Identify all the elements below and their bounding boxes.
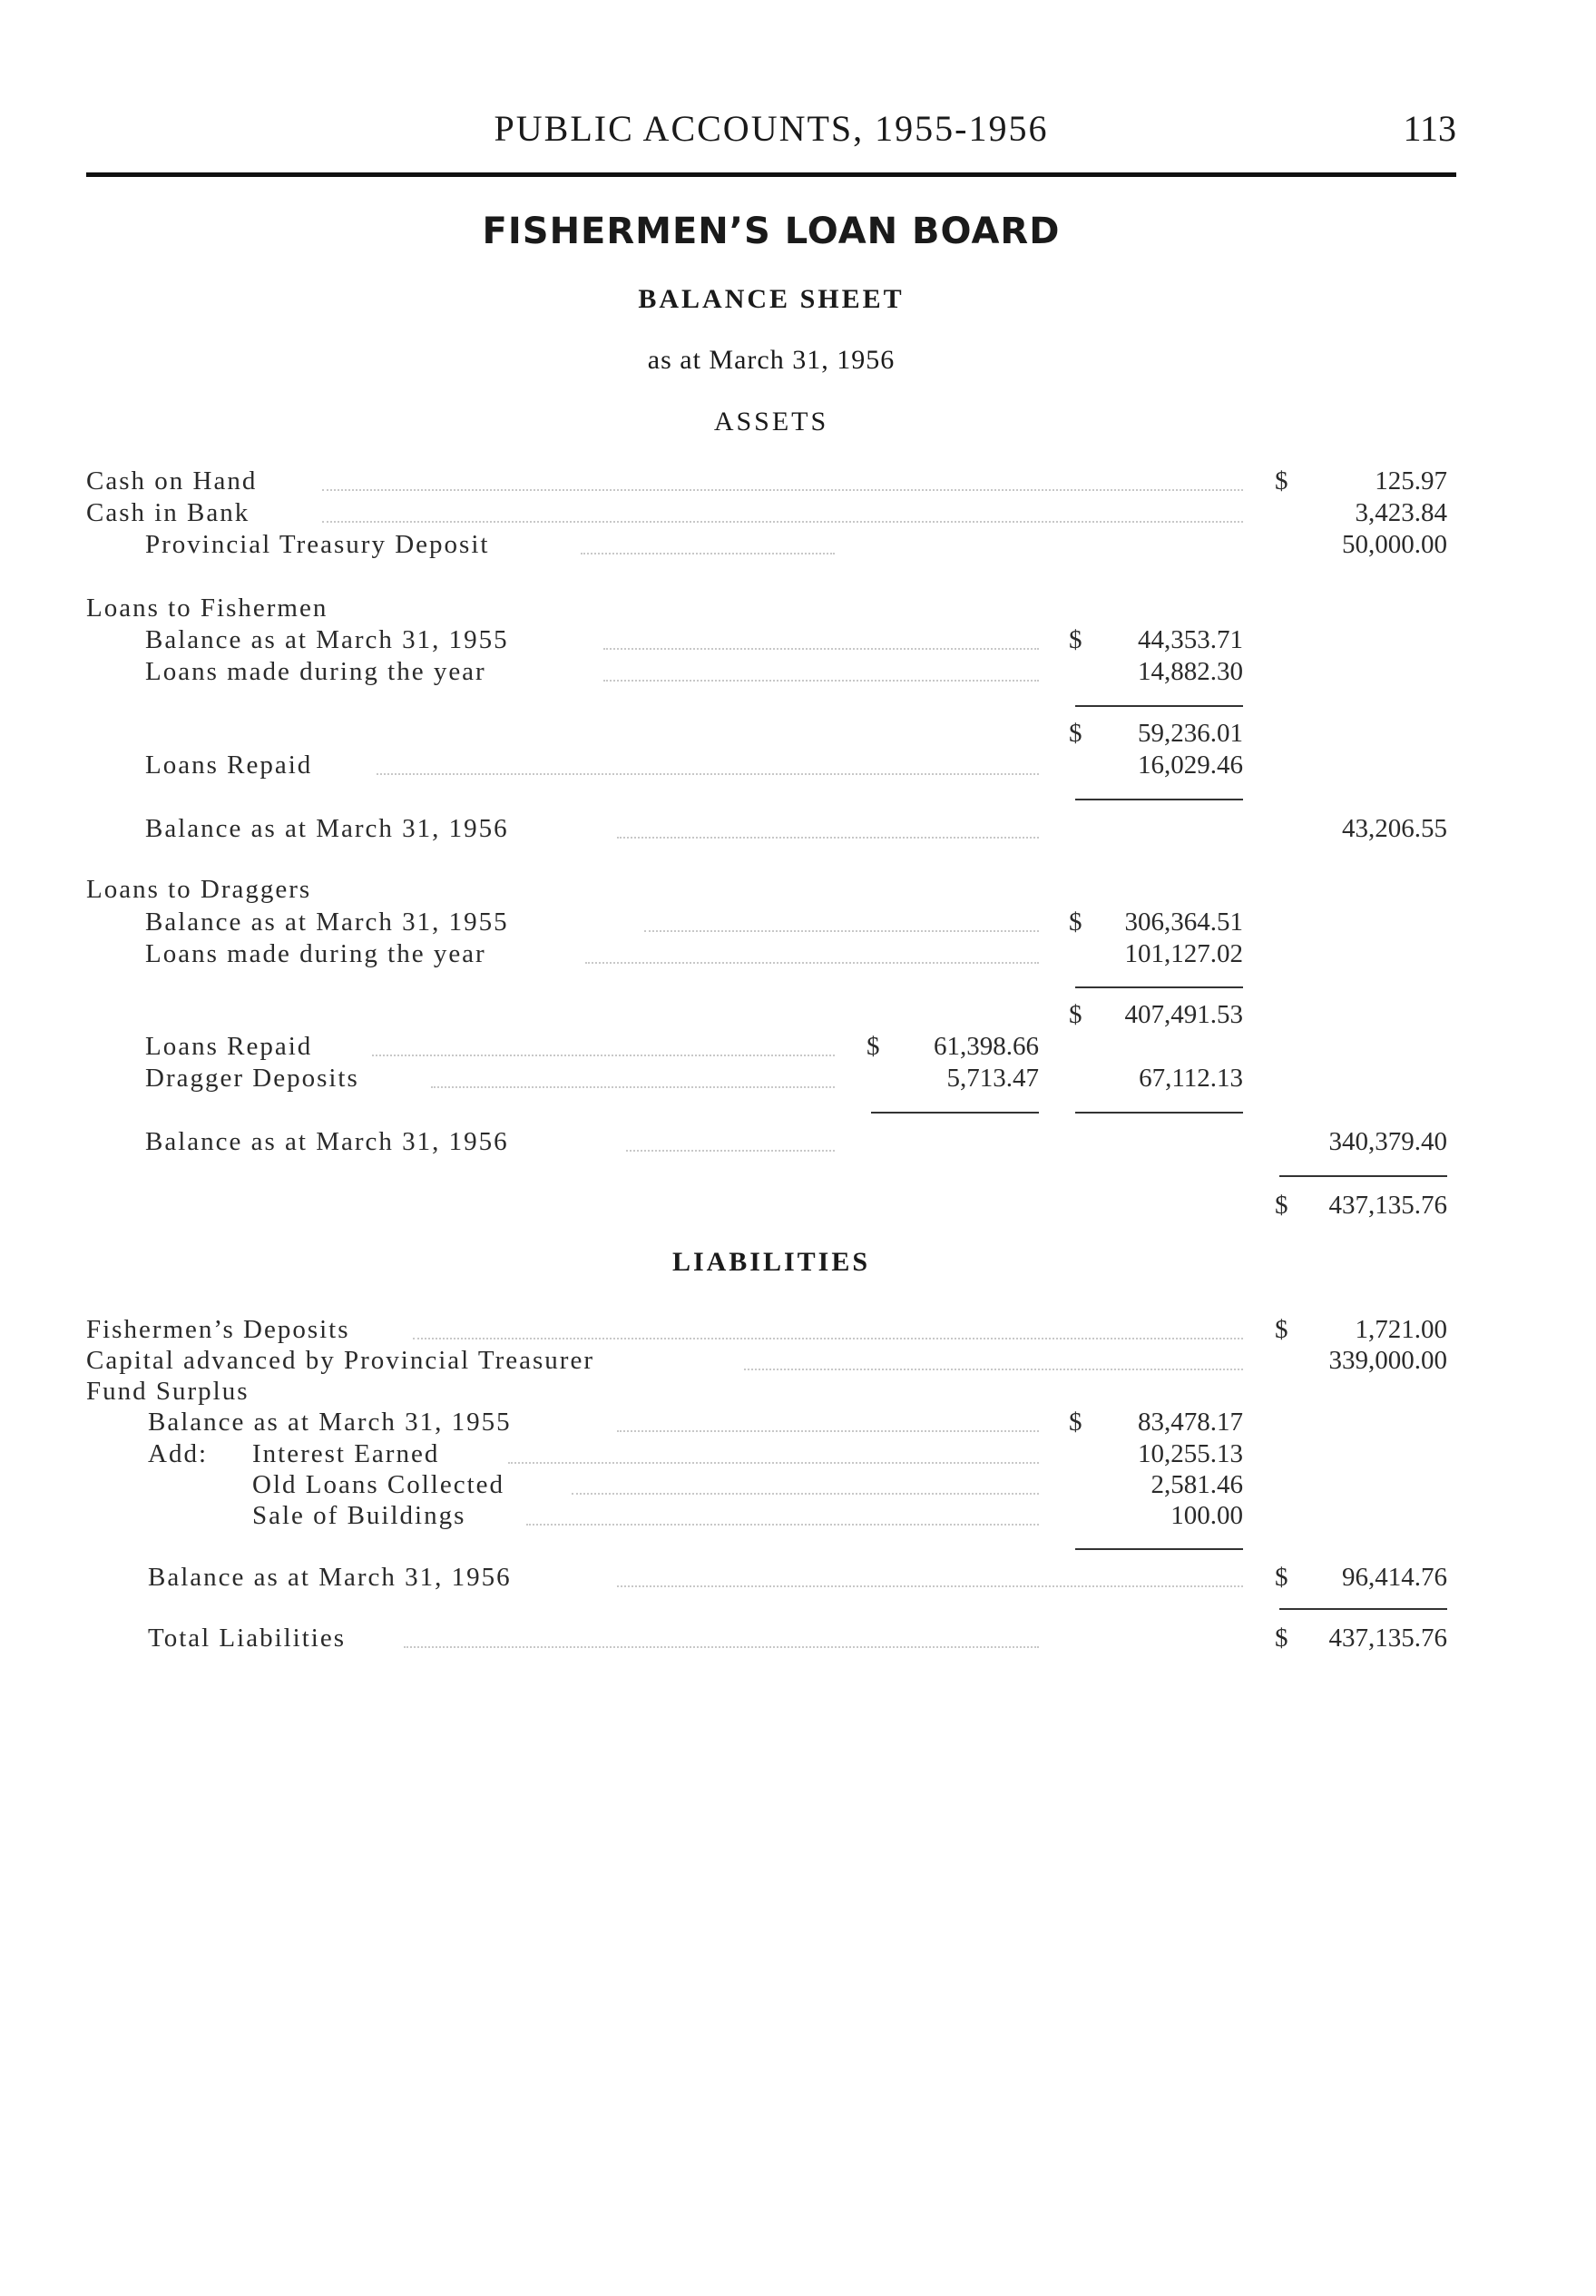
leader-dots: [603, 680, 1039, 682]
line-label: Balance as at March 31, 1955: [148, 1408, 512, 1437]
row-capital-advanced: [0, 1344, 1596, 1377]
line-label: Provincial Treasury Deposit: [145, 530, 490, 559]
currency-symbol: $: [1275, 466, 1288, 496]
amount: 339,000.00: [1328, 1346, 1447, 1375]
amount: 16,029.46: [1138, 751, 1243, 780]
amount: 1,721.00: [1355, 1315, 1447, 1344]
row-fishermen-balance-1956: [0, 812, 1596, 845]
amount: 10,255.13: [1138, 1439, 1243, 1468]
amount: 43,206.55: [1342, 814, 1447, 843]
leader-dots: [617, 1585, 1243, 1587]
row-fishermen-deposits: [0, 1313, 1596, 1346]
page-number: 113: [1403, 108, 1456, 149]
running-title: PUBLIC ACCOUNTS, 1955-1956: [494, 108, 1049, 149]
leader-dots: [744, 1369, 1243, 1370]
row-fishermen-heading: [0, 592, 1596, 624]
row-draggers-loans-made: [0, 937, 1596, 970]
sheet-date: as at March 31, 1956: [647, 345, 896, 375]
row-draggers-loans-repaid: [0, 1030, 1596, 1063]
row-fishermen-subtotal: [0, 717, 1596, 750]
row-draggers-balance-1955: [0, 906, 1596, 938]
leader-dots: [431, 1086, 835, 1088]
assets-heading: ASSETS: [713, 407, 829, 437]
leader-dots: [585, 962, 1039, 964]
row-draggers-balance-1956: [0, 1125, 1596, 1158]
row-total-liabilities: [0, 1622, 1596, 1654]
line-label: Loans Repaid: [145, 1032, 313, 1061]
amount: 407,491.53: [1124, 1000, 1243, 1029]
amount: 14,882.30: [1138, 657, 1243, 686]
row-dragger-deposits: [0, 1062, 1596, 1094]
header-rule: [86, 172, 1456, 177]
amount: 83,478.17: [1138, 1408, 1243, 1437]
amount: 2,581.46: [1150, 1470, 1243, 1499]
amount: 125.97: [1375, 466, 1447, 496]
line-label: Fishermen’s Deposits: [86, 1315, 350, 1344]
leader-dots: [526, 1524, 1039, 1526]
row-sale-of-buildings: [0, 1499, 1596, 1532]
line-label: Dragger Deposits: [145, 1064, 359, 1093]
amount: 340,379.40: [1328, 1127, 1447, 1156]
leader-dots: [377, 773, 1039, 775]
line-label: Balance as at March 31, 1956: [145, 814, 509, 843]
total-rule: [1279, 1608, 1447, 1610]
line-label: Interest Earned: [252, 1439, 440, 1468]
amount: 44,353.71: [1138, 625, 1243, 654]
line-label: Capital advanced by Provincial Treasurer: [86, 1346, 594, 1375]
amount: 101,127.02: [1124, 939, 1243, 968]
row-interest-earned: [0, 1437, 1596, 1470]
leader-dots: [581, 553, 835, 554]
amount: 50,000.00: [1342, 530, 1447, 559]
line-label: Balance as at March 31, 1955: [145, 625, 509, 654]
total-rule: [1279, 1175, 1447, 1177]
board-title: FISHERMEN’S LOAN BOARD: [482, 211, 1061, 252]
subtotal-rule: [1075, 1548, 1243, 1550]
row-assets-total: [0, 1189, 1596, 1222]
row-fund-surplus-heading: [0, 1375, 1596, 1408]
amount: 437,135.76: [1328, 1624, 1447, 1653]
line-label: Balance as at March 31, 1956: [148, 1563, 512, 1592]
liabilities-heading: LIABILITIES: [671, 1247, 871, 1277]
line-label: Cash on Hand: [86, 466, 258, 496]
line-label: Total Liabilities: [148, 1624, 347, 1653]
subtotal-rule: [1075, 986, 1243, 988]
leader-dots: [413, 1338, 1243, 1339]
row-old-loans-collected: [0, 1468, 1596, 1501]
line-label: Cash in Bank: [86, 498, 250, 527]
row-treasury-deposit: [0, 528, 1596, 561]
currency-symbol: $: [1069, 625, 1082, 654]
amount: 306,364.51: [1124, 908, 1243, 937]
leader-dots: [508, 1462, 1039, 1464]
row-cash-on-hand: [0, 465, 1596, 497]
currency-symbol: $: [1275, 1563, 1288, 1592]
row-fishermen-balance-1955: [0, 623, 1596, 656]
leader-dots: [617, 1430, 1039, 1432]
row-surplus-balance-1956: [0, 1561, 1596, 1594]
line-label: Sale of Buildings: [252, 1501, 466, 1530]
section-heading: Loans to Fishermen: [86, 594, 328, 623]
currency-symbol: $: [1069, 719, 1082, 748]
row-draggers-heading: [0, 873, 1596, 906]
subtotal-rule: [1075, 705, 1243, 707]
leader-dots: [626, 1150, 835, 1152]
line-label: Loans made during the year: [145, 657, 486, 686]
add-label: Add:: [148, 1439, 208, 1468]
currency-symbol: $: [1275, 1191, 1288, 1220]
leader-dots: [404, 1646, 1039, 1648]
subtotal-rule: [871, 1112, 1039, 1114]
row-surplus-balance-1955: [0, 1406, 1596, 1438]
line-label: Balance as at March 31, 1956: [145, 1127, 509, 1156]
leader-dots: [617, 837, 1039, 839]
amount: 67,112.13: [1139, 1064, 1243, 1093]
currency-symbol: $: [867, 1032, 880, 1061]
line-label: Old Loans Collected: [252, 1470, 505, 1499]
page-header: [86, 107, 1456, 152]
section-heading: Fund Surplus: [86, 1377, 250, 1406]
amount: 437,135.76: [1328, 1191, 1447, 1220]
amount: 100.00: [1170, 1501, 1243, 1530]
sheet-title: BALANCE SHEET: [638, 284, 905, 314]
currency-symbol: $: [1275, 1624, 1288, 1653]
row-draggers-subtotal: [0, 998, 1596, 1031]
row-cash-in-bank: [0, 496, 1596, 529]
currency-symbol: $: [1069, 1000, 1082, 1029]
amount: 3,423.84: [1355, 498, 1447, 527]
amount: 59,236.01: [1138, 719, 1243, 748]
amount: 61,398.66: [934, 1032, 1039, 1061]
line-label: Loans made during the year: [145, 939, 486, 968]
amount: 5,713.47: [946, 1064, 1039, 1093]
subtotal-rule: [1075, 1112, 1243, 1114]
currency-symbol: $: [1069, 908, 1082, 937]
leader-dots: [644, 930, 1039, 932]
section-heading: Loans to Draggers: [86, 875, 312, 904]
leader-dots: [322, 489, 1243, 491]
leader-dots: [322, 521, 1243, 523]
row-fishermen-loans-made: [0, 655, 1596, 688]
leader-dots: [372, 1055, 835, 1056]
currency-symbol: $: [1275, 1315, 1288, 1344]
amount: 96,414.76: [1342, 1563, 1447, 1592]
leader-dots: [603, 648, 1039, 650]
subtotal-rule: [1075, 799, 1243, 800]
line-label: Loans Repaid: [145, 751, 313, 780]
currency-symbol: $: [1069, 1408, 1082, 1437]
row-fishermen-loans-repaid: [0, 749, 1596, 781]
line-label: Balance as at March 31, 1955: [145, 908, 509, 937]
leader-dots: [572, 1493, 1039, 1495]
